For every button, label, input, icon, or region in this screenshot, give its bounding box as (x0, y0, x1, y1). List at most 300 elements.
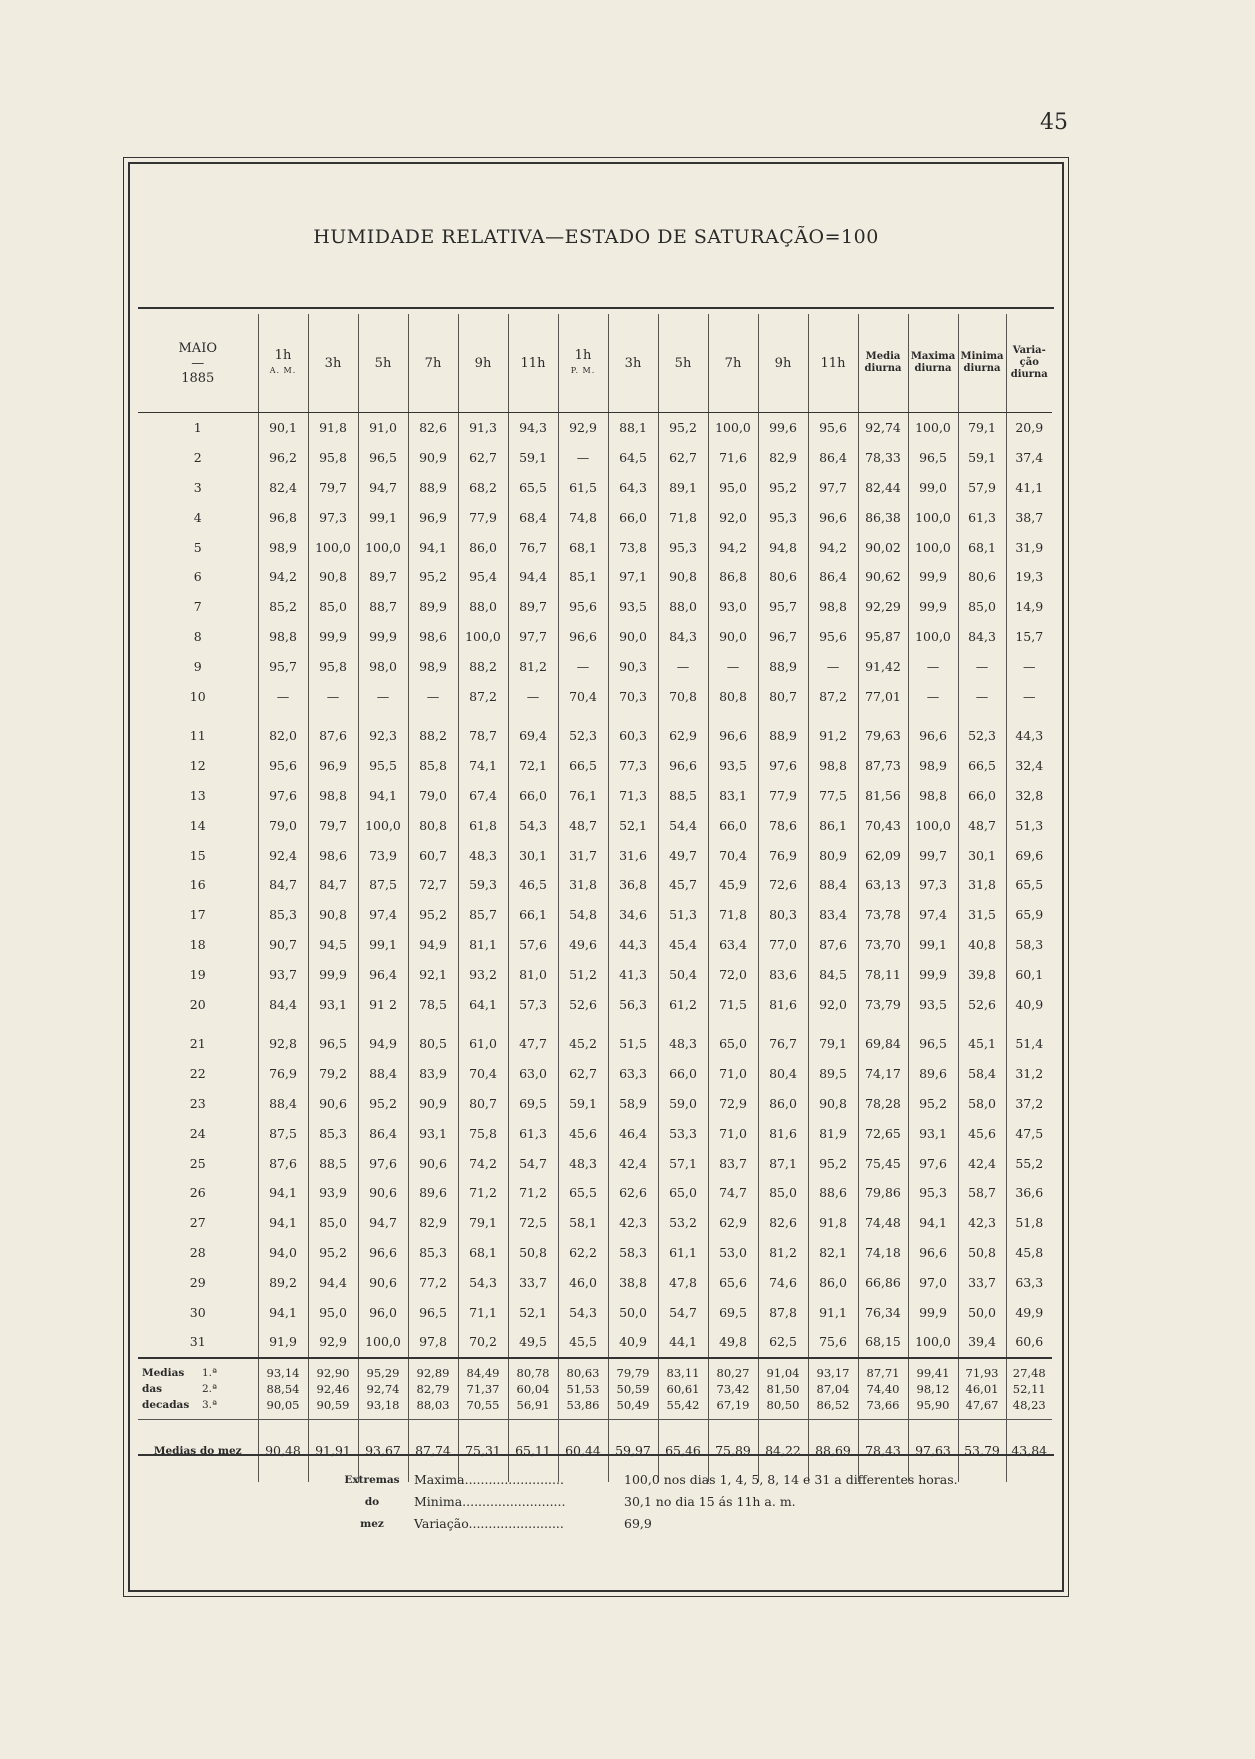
value-cell: 45,1 (958, 1019, 1006, 1059)
value-cell: 91,8 (808, 1208, 858, 1238)
value-cell: 96,6 (558, 622, 608, 652)
value-cell: 58,9 (608, 1089, 658, 1119)
value-cell: 97,3 (908, 870, 958, 900)
value-cell: 75,45 (858, 1148, 908, 1178)
value-cell: 84,5 (808, 959, 858, 989)
value-cell: 92,4 (258, 840, 308, 870)
value-cell: 94,8 (758, 532, 808, 562)
value-cell: 45,4 (658, 930, 708, 960)
value-cell: 95,2 (758, 473, 808, 503)
value-cell: 50,0 (958, 1297, 1006, 1327)
value-cell: 33,7 (958, 1267, 1006, 1297)
value-cell: 74,48 (858, 1208, 908, 1238)
value-cell: 85,2 (258, 592, 308, 622)
table-row (138, 930, 1052, 960)
value-cell: 60,3 (608, 711, 658, 751)
value-cell: — (1006, 681, 1052, 711)
table-frame (128, 162, 1064, 1592)
value-cell: 32,8 (1006, 781, 1052, 811)
value-cell: 88,7 (358, 592, 408, 622)
value-cell: 95,2 (358, 1089, 408, 1119)
mez-cell: 75,89 (708, 1419, 758, 1482)
value-cell: 36,8 (608, 870, 658, 900)
value-cell: 88,1 (608, 413, 658, 443)
value-cell: 53,2 (658, 1208, 708, 1238)
value-cell: 81,6 (758, 989, 808, 1019)
value-cell: 48,7 (558, 810, 608, 840)
value-cell: 96,5 (408, 1297, 458, 1327)
value-cell: 94,2 (808, 532, 858, 562)
value-cell: 63,3 (608, 1059, 658, 1089)
value-cell: 87,2 (808, 681, 858, 711)
table-row (138, 622, 1052, 652)
table-row (138, 810, 1052, 840)
value-cell: 98,8 (808, 751, 858, 781)
value-cell: 97,6 (758, 751, 808, 781)
value-cell: 84,3 (658, 622, 708, 652)
value-cell: 75,6 (808, 1327, 858, 1358)
value-cell: 94,2 (258, 562, 308, 592)
value-cell: 96,6 (808, 502, 858, 532)
value-cell: 61,2 (658, 989, 708, 1019)
mez-cell: 91,91 (308, 1419, 358, 1482)
value-cell: 95,2 (808, 1148, 858, 1178)
value-cell: 82,6 (408, 413, 458, 443)
value-cell: 82,0 (258, 711, 308, 751)
value-cell: 74,18 (858, 1238, 908, 1268)
value-cell: 99,9 (308, 959, 358, 989)
value-cell: 52,6 (558, 989, 608, 1019)
value-cell: 96,6 (708, 711, 758, 751)
value-cell: 100,0 (358, 810, 408, 840)
day-cell: 12 (189, 758, 206, 774)
table-row (138, 989, 1052, 1019)
value-cell: 98,9 (408, 651, 458, 681)
value-cell: 47,5 (1006, 1118, 1052, 1148)
value-cell: 68,15 (858, 1327, 908, 1358)
value-cell: 45,8 (1006, 1238, 1052, 1268)
value-cell: 77,01 (858, 681, 908, 711)
decadas-cell: 92,89 82,79 88,03 (408, 1358, 458, 1420)
value-cell: 93,5 (908, 989, 958, 1019)
value-cell: 71,0 (708, 1118, 758, 1148)
day-cell: 16 (189, 877, 206, 893)
value-cell: 91,0 (358, 413, 408, 443)
mez-cell: 88,69 (808, 1419, 858, 1482)
value-cell: 96,4 (358, 959, 408, 989)
value-cell: 82,4 (258, 473, 308, 503)
value-cell: 84,4 (258, 989, 308, 1019)
mez-cell: 75,31 (458, 1419, 508, 1482)
value-cell: 78,11 (858, 959, 908, 989)
col-header: 11h (808, 314, 858, 413)
value-cell: 69,5 (708, 1297, 758, 1327)
value-cell: 92,3 (358, 711, 408, 751)
value-cell: 62,7 (658, 443, 708, 473)
day-cell: 11 (189, 728, 206, 744)
decadas-cell: 92,90 92,46 90,59 (308, 1358, 358, 1420)
value-cell: 73,78 (858, 900, 908, 930)
value-cell: 66,0 (708, 810, 758, 840)
value-cell: 92,0 (708, 502, 758, 532)
value-cell: 72,1 (508, 751, 558, 781)
day-cell: 24 (189, 1125, 206, 1141)
value-cell: 85,3 (308, 1118, 358, 1148)
value-cell: 86,0 (458, 532, 508, 562)
value-cell: 97,4 (908, 900, 958, 930)
value-cell: 93,1 (408, 1118, 458, 1148)
value-cell: 99,7 (908, 840, 958, 870)
value-cell: 58,1 (558, 1208, 608, 1238)
value-cell: 80,9 (808, 840, 858, 870)
header-row (138, 314, 1052, 413)
value-cell: 37,2 (1006, 1089, 1052, 1119)
value-cell: 100,0 (308, 532, 358, 562)
value-cell: 58,0 (958, 1089, 1006, 1119)
maxima-value: 100,0 nos dias 1, 4, 5, 8, 14 e 31 a differentes horas. (624, 1472, 958, 1487)
value-cell: 73,9 (358, 840, 408, 870)
value-cell: 49,7 (658, 840, 708, 870)
value-cell: 57,3 (508, 989, 558, 1019)
value-cell: 51,2 (558, 959, 608, 989)
value-cell: 60,6 (1006, 1327, 1052, 1358)
value-cell: 80,6 (958, 562, 1006, 592)
value-cell: 71,6 (708, 443, 758, 473)
value-cell: 93,1 (308, 989, 358, 1019)
value-cell: 45,6 (958, 1118, 1006, 1148)
value-cell: 94,9 (408, 930, 458, 960)
col-header: 11h (508, 314, 558, 413)
value-cell: — (258, 681, 308, 711)
value-cell: 89,7 (358, 562, 408, 592)
table-row (138, 562, 1052, 592)
table-row (138, 1238, 1052, 1268)
value-cell: 95,4 (458, 562, 508, 592)
value-cell: 95,8 (308, 651, 358, 681)
value-cell: 88,9 (758, 651, 808, 681)
value-cell: 99,9 (358, 622, 408, 652)
value-cell: 31,9 (1006, 532, 1052, 562)
value-cell: 65,5 (1006, 870, 1052, 900)
value-cell: 61,5 (558, 473, 608, 503)
value-cell: 56,3 (608, 989, 658, 1019)
value-cell: 78,5 (408, 989, 458, 1019)
value-cell: 90,8 (308, 562, 358, 592)
value-cell: 74,1 (458, 751, 508, 781)
table-row (138, 1208, 1052, 1238)
value-cell: 49,5 (508, 1327, 558, 1358)
value-cell: 95,3 (908, 1178, 958, 1208)
value-cell: 47,7 (508, 1019, 558, 1059)
value-cell: 96,5 (908, 443, 958, 473)
value-cell: — (808, 651, 858, 681)
day-cell: 20 (189, 996, 206, 1012)
decadas-cell: 83,11 60,61 55,42 (658, 1358, 708, 1420)
value-cell: 42,4 (958, 1148, 1006, 1178)
value-cell: 82,9 (408, 1208, 458, 1238)
value-cell: 69,4 (508, 711, 558, 751)
month-header (138, 314, 258, 413)
table-row (138, 751, 1052, 781)
value-cell: 86,0 (758, 1089, 808, 1119)
table-row (138, 681, 1052, 711)
value-cell: 92,9 (558, 413, 608, 443)
value-cell: 54,7 (508, 1148, 558, 1178)
value-cell: 85,7 (458, 900, 508, 930)
value-cell: 88,0 (658, 592, 708, 622)
value-cell: 94,1 (908, 1208, 958, 1238)
value-cell: 55,2 (1006, 1148, 1052, 1178)
value-cell: 69,5 (508, 1089, 558, 1119)
value-cell: 99,0 (908, 473, 958, 503)
value-cell: 92,9 (308, 1327, 358, 1358)
value-cell: 58,3 (1006, 930, 1052, 960)
value-cell: 93,5 (708, 751, 758, 781)
value-cell: 64,5 (608, 443, 658, 473)
divider (138, 1454, 1054, 1456)
variacao-header: Varia-ção diurna (1006, 314, 1052, 413)
day-cell: 27 (189, 1215, 206, 1231)
value-cell: 81,1 (458, 930, 508, 960)
value-cell: 79,86 (858, 1178, 908, 1208)
table-row (138, 711, 1052, 751)
value-cell: 90,1 (258, 413, 308, 443)
value-cell: 46,0 (558, 1267, 608, 1297)
value-cell: 65,9 (1006, 900, 1052, 930)
value-cell: 95,3 (758, 502, 808, 532)
value-cell: 97,0 (908, 1267, 958, 1297)
value-cell: 45,6 (558, 1118, 608, 1148)
table-row (138, 443, 1052, 473)
value-cell: 76,9 (758, 840, 808, 870)
value-cell: 72,65 (858, 1118, 908, 1148)
value-cell: 62,5 (758, 1327, 808, 1358)
value-cell: 53,0 (708, 1238, 758, 1268)
value-cell: 91,8 (308, 413, 358, 443)
value-cell: 93,5 (608, 592, 658, 622)
value-cell: — (658, 651, 708, 681)
decadas-cell: 91,04 81,50 80,50 (758, 1358, 808, 1420)
value-cell: 99,9 (908, 1297, 958, 1327)
decadas-cell: 80,78 60,04 56,91 (508, 1358, 558, 1420)
value-cell: 79,1 (958, 413, 1006, 443)
decadas-cell: 84,49 71,37 70,55 (458, 1358, 508, 1420)
value-cell: 52,1 (608, 810, 658, 840)
value-cell: 97,7 (808, 473, 858, 503)
value-cell: 81,0 (508, 959, 558, 989)
value-cell: 89,6 (408, 1178, 458, 1208)
variacao-value: 69,9 (624, 1516, 652, 1531)
value-cell: 80,6 (758, 562, 808, 592)
value-cell: 53,3 (658, 1118, 708, 1148)
value-cell: 79,63 (858, 711, 908, 751)
value-cell: 81,2 (758, 1238, 808, 1268)
value-cell: 80,7 (458, 1089, 508, 1119)
value-cell: 57,6 (508, 930, 558, 960)
value-cell: 90,6 (358, 1267, 408, 1297)
value-cell: 65,5 (508, 473, 558, 503)
value-cell: 62,2 (558, 1238, 608, 1268)
value-cell: 76,34 (858, 1297, 908, 1327)
value-cell: — (958, 681, 1006, 711)
table-row (138, 781, 1052, 811)
value-cell: 76,7 (508, 532, 558, 562)
value-cell: — (908, 681, 958, 711)
mez-cell: 78,43 (858, 1419, 908, 1482)
value-cell: 40,8 (958, 930, 1006, 960)
value-cell: 46,4 (608, 1118, 658, 1148)
value-cell: 52,6 (958, 989, 1006, 1019)
table-row (138, 1267, 1052, 1297)
value-cell: 66,0 (958, 781, 1006, 811)
value-cell: 93,2 (458, 959, 508, 989)
decadas-cell: 71,93 46,01 47,67 (958, 1358, 1006, 1420)
value-cell: 80,3 (758, 900, 808, 930)
value-cell: 63,3 (1006, 1267, 1052, 1297)
value-cell: 54,3 (458, 1267, 508, 1297)
value-cell: 45,5 (558, 1327, 608, 1358)
value-cell: 88,5 (308, 1148, 358, 1178)
value-cell: — (358, 681, 408, 711)
year-label: 1885 (181, 370, 215, 386)
value-cell: 66,0 (658, 1059, 708, 1089)
value-cell: 48,3 (458, 840, 508, 870)
value-cell: 46,5 (508, 870, 558, 900)
value-cell: 31,7 (558, 840, 608, 870)
value-cell: 94,2 (708, 532, 758, 562)
value-cell: 70,8 (658, 681, 708, 711)
value-cell: 92,74 (858, 413, 908, 443)
value-cell: 50,8 (958, 1238, 1006, 1268)
value-cell: 70,43 (858, 810, 908, 840)
value-cell: 93,7 (258, 959, 308, 989)
value-cell: 90,6 (358, 1178, 408, 1208)
value-cell: 98,8 (258, 622, 308, 652)
value-cell: — (908, 651, 958, 681)
value-cell: 79,1 (458, 1208, 508, 1238)
mez-cell: 53,79 (958, 1419, 1006, 1482)
mez-cell: 93,67 (358, 1419, 408, 1482)
value-cell: 95,2 (408, 900, 458, 930)
value-cell: 58,7 (958, 1178, 1006, 1208)
value-cell: 69,6 (1006, 840, 1052, 870)
value-cell: 80,5 (408, 1019, 458, 1059)
value-cell: 81,56 (858, 781, 908, 811)
value-cell: 62,7 (558, 1059, 608, 1089)
value-cell: 95,87 (858, 622, 908, 652)
value-cell: 78,6 (758, 810, 808, 840)
value-cell: 92,29 (858, 592, 908, 622)
value-cell: 76,1 (558, 781, 608, 811)
value-cell: 99,9 (908, 959, 958, 989)
value-cell: 61,1 (658, 1238, 708, 1268)
value-cell: 19,3 (1006, 562, 1052, 592)
value-cell: 73,8 (608, 532, 658, 562)
value-cell: 96,7 (758, 622, 808, 652)
value-cell: 71,8 (658, 502, 708, 532)
value-cell: 94,3 (508, 413, 558, 443)
value-cell: 63,13 (858, 870, 908, 900)
value-cell: 86,38 (858, 502, 908, 532)
value-cell: 85,0 (308, 1208, 358, 1238)
value-cell: 66,5 (558, 751, 608, 781)
value-cell: 42,4 (608, 1148, 658, 1178)
value-cell: 54,3 (508, 810, 558, 840)
value-cell: 97,6 (258, 781, 308, 811)
value-cell: 90,8 (308, 900, 358, 930)
table-row (138, 473, 1052, 503)
page-title: HUMIDADE RELATIVA—ESTADO DE SATURAÇÃO=100 (313, 226, 879, 248)
decadas-cell: 87,71 74,40 73,66 (858, 1358, 908, 1420)
value-cell: 96,6 (908, 1238, 958, 1268)
value-cell: 68,1 (558, 532, 608, 562)
day-cell: 18 (189, 936, 206, 952)
value-cell: 100,0 (458, 622, 508, 652)
variacao-key: Variação........................ (414, 1516, 564, 1531)
value-cell: 83,1 (708, 781, 758, 811)
value-cell: 79,7 (308, 810, 358, 840)
value-cell: 94,4 (508, 562, 558, 592)
value-cell: 95,8 (308, 443, 358, 473)
extremas-label: Extremas (344, 1474, 400, 1486)
value-cell: 14,9 (1006, 592, 1052, 622)
value-cell: 64,1 (458, 989, 508, 1019)
value-cell: 44,3 (1006, 711, 1052, 751)
value-cell: 92,1 (408, 959, 458, 989)
minima-key: Minima.......................... (414, 1494, 566, 1509)
value-cell: 60,7 (408, 840, 458, 870)
value-cell: 85,3 (258, 900, 308, 930)
value-cell: 61,3 (508, 1118, 558, 1148)
day-cell: 1 (193, 420, 202, 436)
value-cell: 96,5 (908, 1019, 958, 1059)
table-row (138, 900, 1052, 930)
value-cell: 95,3 (658, 532, 708, 562)
table-row (138, 840, 1052, 870)
value-cell: 91,9 (258, 1327, 308, 1358)
value-cell: 41,1 (1006, 473, 1052, 503)
value-cell: 82,6 (758, 1208, 808, 1238)
table-row (138, 1297, 1052, 1327)
value-cell: 74,7 (708, 1178, 758, 1208)
value-cell: 59,0 (658, 1089, 708, 1119)
decadas-cell: 93,14 88,54 90,05 (258, 1358, 308, 1420)
day-cell: 6 (193, 569, 202, 585)
table-row (138, 959, 1052, 989)
value-cell: 72,9 (708, 1089, 758, 1119)
decadas-cell: 95,29 92,74 93,18 (358, 1358, 408, 1420)
value-cell: 87,2 (458, 681, 508, 711)
value-cell: 98,8 (908, 781, 958, 811)
value-cell: 84,7 (308, 870, 358, 900)
value-cell: 42,3 (958, 1208, 1006, 1238)
value-cell: 99,9 (908, 592, 958, 622)
value-cell: 83,9 (408, 1059, 458, 1089)
value-cell: 45,7 (658, 870, 708, 900)
value-cell: 72,6 (758, 870, 808, 900)
mez-cell: 87,74 (408, 1419, 458, 1482)
value-cell: 30,1 (958, 840, 1006, 870)
value-cell: 66,86 (858, 1267, 908, 1297)
value-cell: 89,2 (258, 1267, 308, 1297)
value-cell: 34,6 (608, 900, 658, 930)
value-cell: 87,5 (258, 1118, 308, 1148)
value-cell: 78,33 (858, 443, 908, 473)
minima-value: 30,1 no dia 15 ás 11h a. m. (624, 1494, 796, 1509)
value-cell: 100,0 (908, 1327, 958, 1358)
value-cell: 100,0 (908, 502, 958, 532)
col-header: 5h (658, 314, 708, 413)
